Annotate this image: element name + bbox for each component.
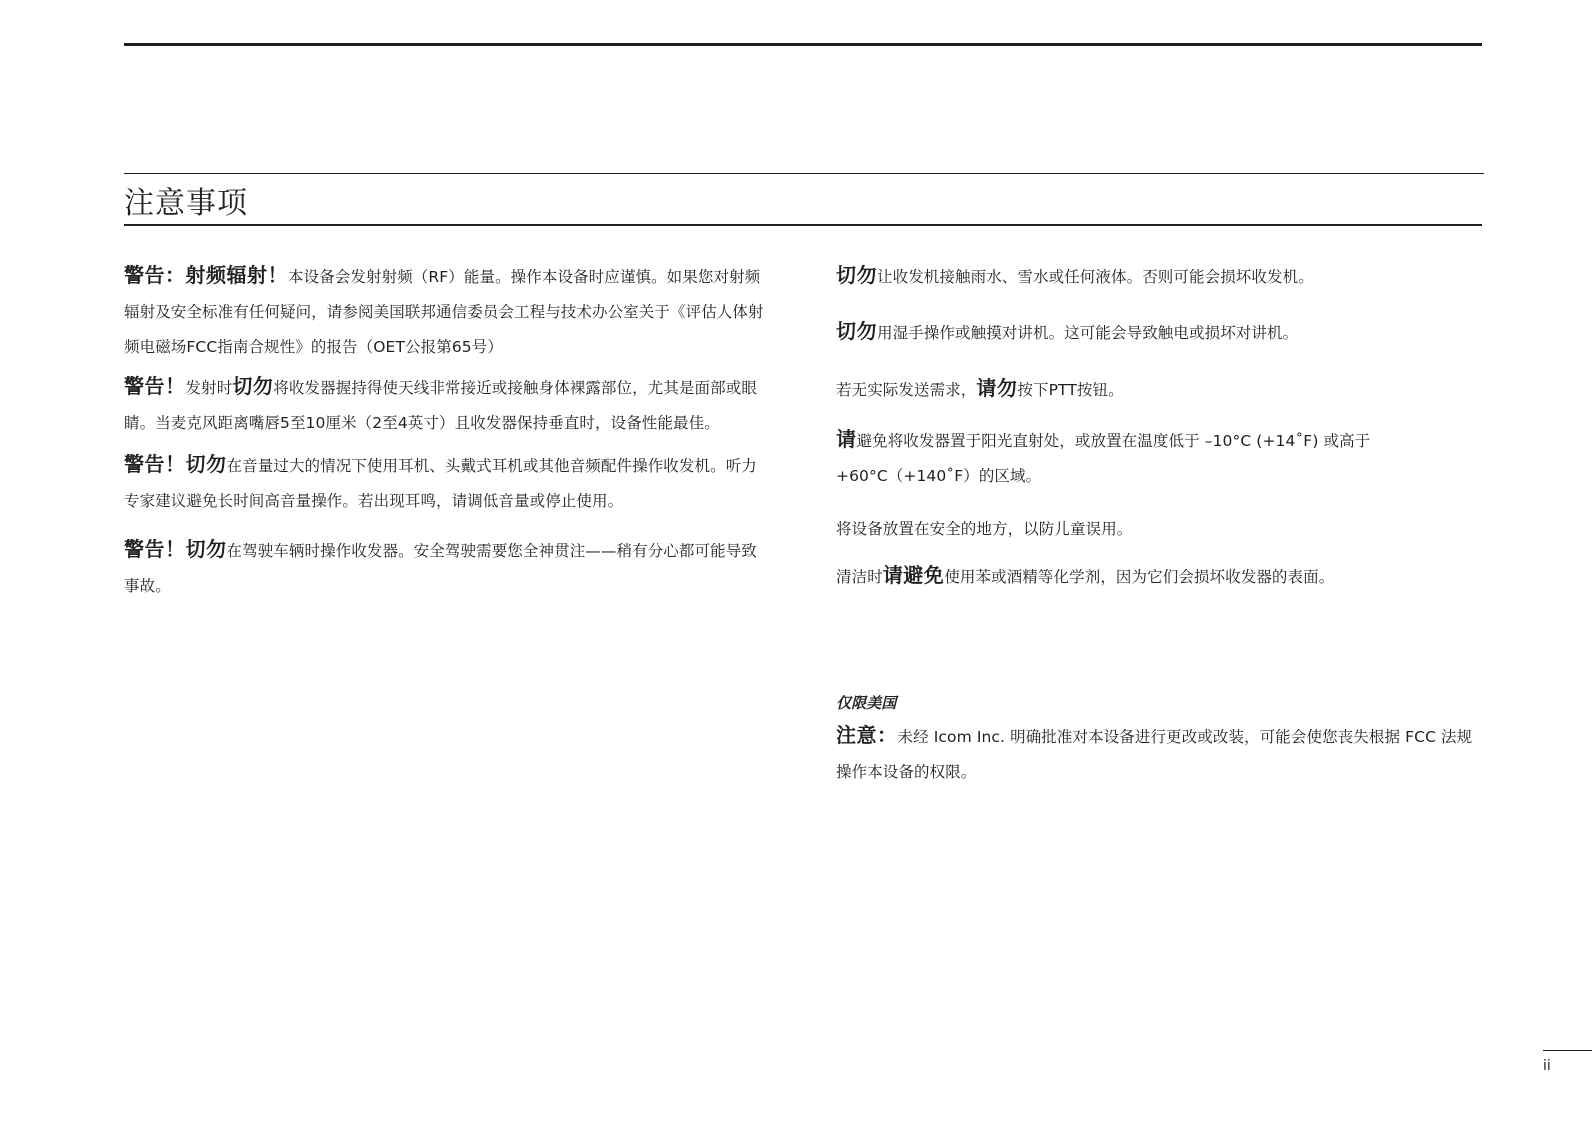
cleaning-caution-paragraph — [836, 558, 1484, 595]
cleaning-caution-text-1: 清洁时 — [836, 568, 883, 586]
fcc-notice-text: 未经 Icom Inc. 明确批准对本设备进行更改或改装，可能会使您丧失根据 FCC 法规操作本设备的权限。 — [836, 728, 1473, 781]
volume-warning-emphasis: 切勿 — [185, 452, 227, 476]
child-safety-text: 将设备放置在安全的地方，以防儿童误用。 — [836, 520, 1133, 538]
wet-hands-caution-emphasis: 切勿 — [836, 319, 877, 343]
antenna-warning-paragraph — [124, 369, 769, 441]
driving-warning-lead: 警告！ — [124, 537, 186, 561]
left-column — [124, 258, 769, 604]
right-column — [836, 258, 1484, 790]
child-safety-paragraph — [836, 512, 1484, 547]
driving-warning-emphasis: 切勿 — [185, 537, 227, 561]
ptt-caution-text-1: 若无实际发送需求， — [836, 381, 977, 399]
liquid-caution-emphasis: 切勿 — [836, 263, 877, 287]
top-rule — [124, 43, 1482, 46]
ptt-caution-text-2: 按下PTT按钮。 — [1017, 381, 1124, 399]
usa-only-heading-text: 仅限美国 — [836, 694, 897, 712]
usa-only-heading — [836, 688, 1484, 718]
fcc-notice-lead: 注意： — [836, 723, 898, 747]
antenna-warning-text-2: 将收发器握持得使天线非常接近或接触身体裸露部位，尤其是面部或眼睛。当麦克风距离嘴唇5至10厘米（2至4英寸）且收发器保持垂直时，设备性能最佳。 — [124, 379, 757, 432]
volume-warning-paragraph — [124, 447, 769, 519]
wet-hands-caution-paragraph — [836, 314, 1484, 351]
driving-warning-text: 在驾驶车辆时操作收发器。安全驾驶需要您全神贯注——稍有分心都可能导致事故。 — [124, 542, 757, 595]
liquid-caution-text: 让收发机接触雨水、雪水或任何液体。否则可能会损坏收发机。 — [877, 268, 1314, 286]
antenna-warning-emphasis: 切勿 — [232, 374, 274, 398]
cleaning-caution-emphasis: 请避免 — [882, 563, 945, 587]
cleaning-caution-text-2: 使用苯或酒精等化学剂，因为它们会损坏收发器的表面。 — [944, 568, 1335, 586]
liquid-caution-paragraph — [836, 258, 1484, 295]
rf-warning-lead: 警告：射频辐射！ — [124, 263, 288, 287]
page-title: 注意事项 — [124, 186, 248, 221]
page-number: ii — [1543, 1058, 1551, 1074]
temperature-caution-emphasis: 请 — [836, 427, 857, 451]
title-top-rule — [124, 173, 1484, 174]
ptt-caution-emphasis: 请勿 — [976, 376, 1018, 400]
temperature-caution-paragraph — [836, 422, 1484, 494]
ptt-caution-paragraph — [836, 371, 1484, 408]
temperature-caution-text: 避免将收发器置于阳光直射处，或放置在温度低于 –10°C (+14˚F) 或高于 +60°C（+140˚F）的区域。 — [836, 432, 1371, 485]
antenna-warning-text-1: 发射时 — [185, 379, 233, 397]
driving-warning-paragraph — [124, 532, 769, 604]
volume-warning-lead: 警告！ — [124, 452, 186, 476]
fcc-notice-paragraph — [836, 718, 1484, 790]
wet-hands-caution-text: 用湿手操作或触摸对讲机。这可能会导致触电或损坏对讲机。 — [877, 324, 1299, 342]
title-bottom-rule — [124, 224, 1482, 226]
volume-warning-text: 在音量过大的情况下使用耳机、头戴式耳机或其他音频配件操作收发机。听力专家建议避免长时间高音量操作。若出现耳鸣，请调低音量或停止使用。 — [124, 457, 757, 510]
antenna-warning-lead: 警告！ — [124, 374, 186, 398]
footer-rule — [1543, 1050, 1592, 1051]
rf-warning-paragraph — [124, 258, 769, 365]
rf-warning-text: 本设备会发射射频（RF）能量。操作本设备时应谨慎。如果您对射频辐射及安全标准有任何疑问，请参阅美国联邦通信委员会工程与技术办公室关于《评估人体射频电磁场FCC指南合规性》的报告（OET公报第65号） — [124, 268, 764, 356]
